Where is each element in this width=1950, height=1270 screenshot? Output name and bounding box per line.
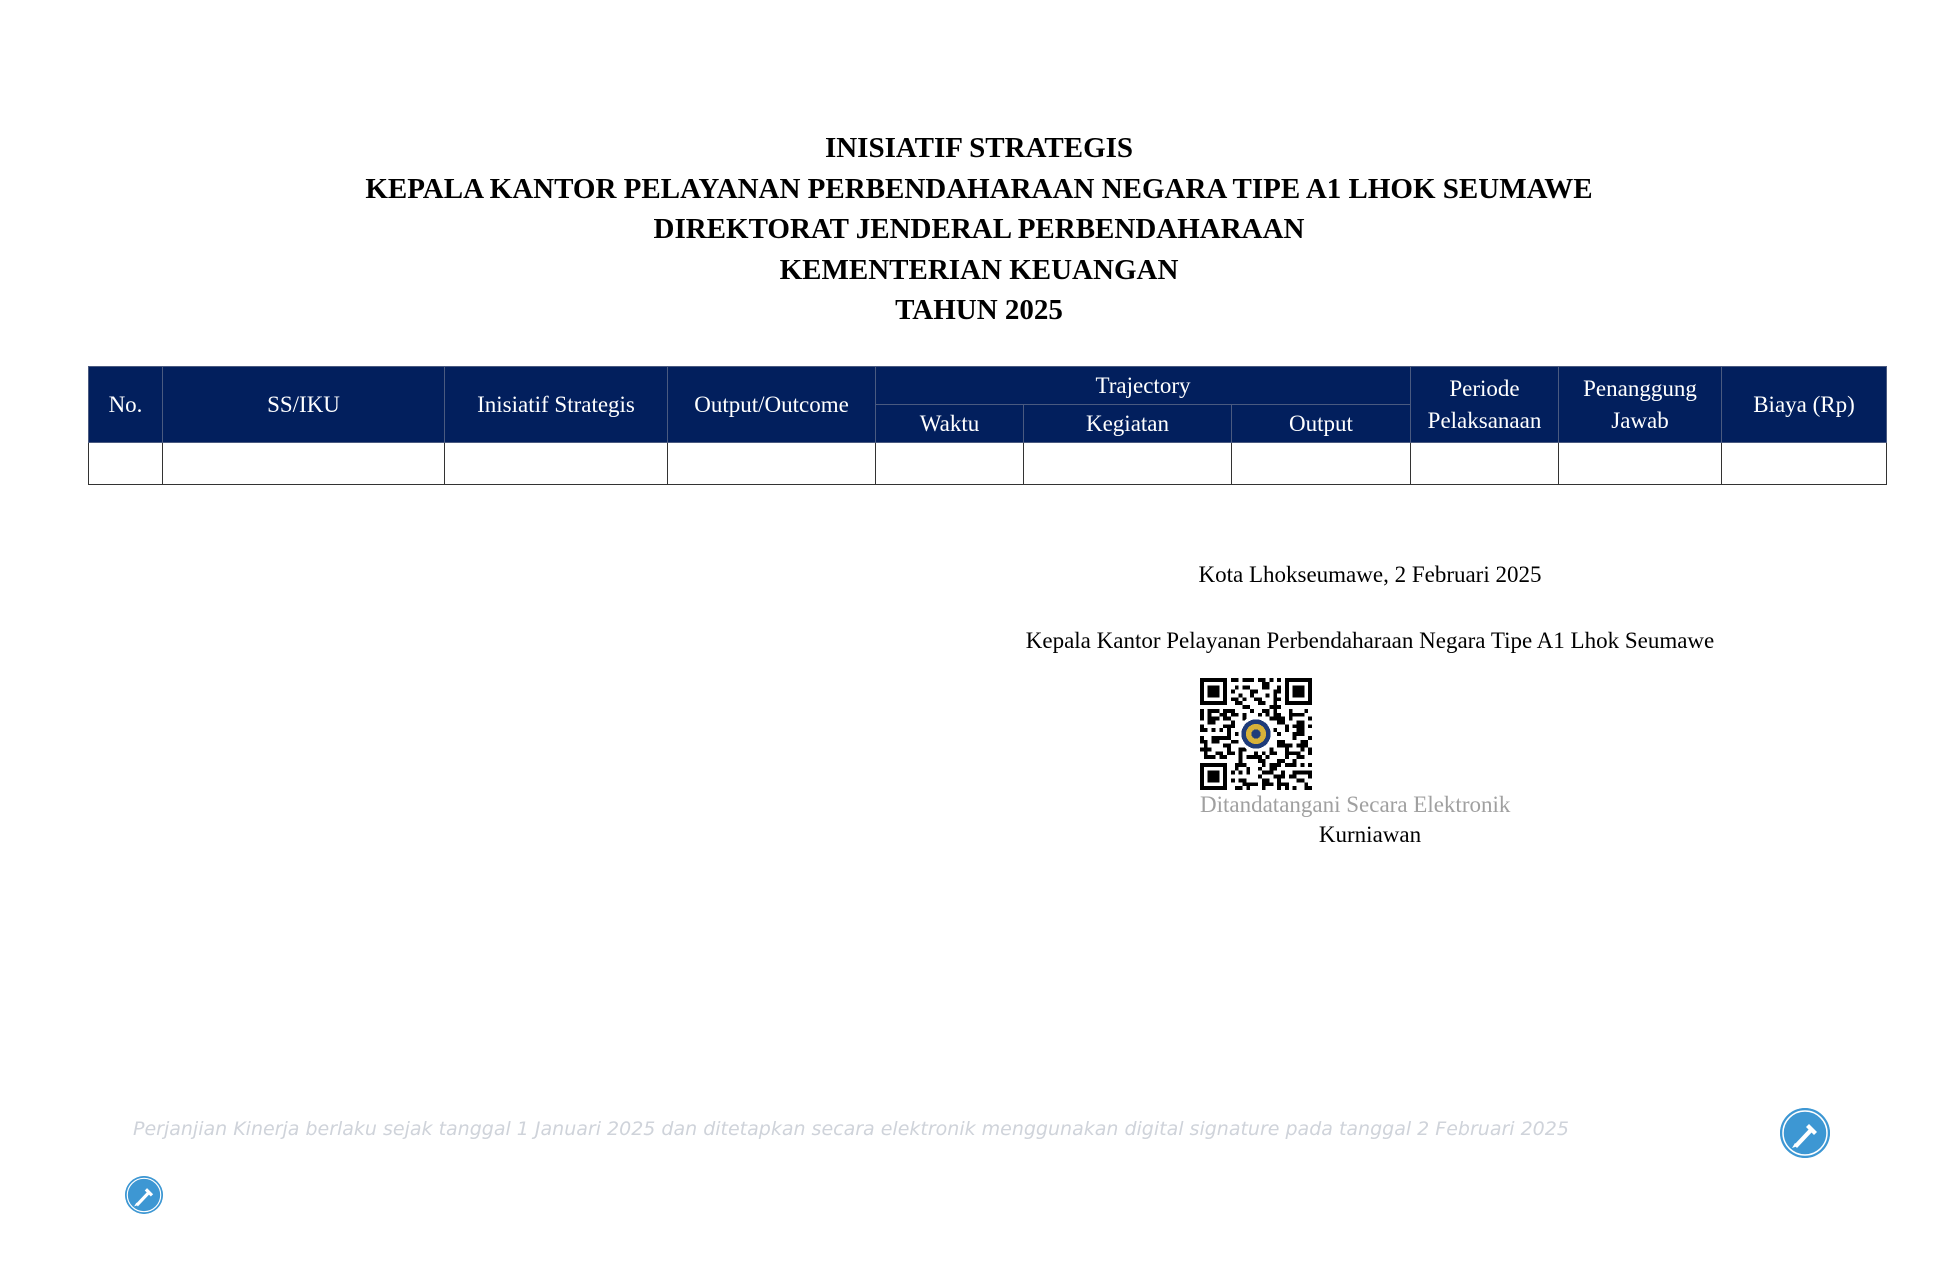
header-office: KEPALA KANTOR PELAYANAN PERBENDAHARAAN NEGARA TIPE A1 LHOK SEUMAWE (365, 172, 1593, 205)
table-cell (876, 443, 1024, 485)
col-header-kegiatan: Kegiatan (1024, 405, 1232, 443)
col-header-ss-iku: SS/IKU (163, 367, 445, 443)
table-cell (1024, 443, 1232, 485)
table-cell (163, 443, 445, 485)
table-cell (1559, 443, 1722, 485)
col-header-biaya: Biaya (Rp) (1722, 367, 1887, 443)
col-header-trajectory: Trajectory (876, 367, 1411, 405)
pen-badge-icon (1780, 1108, 1830, 1158)
header-title: INISIATIF STRATEGIS (824, 132, 1134, 164)
signature-title: Kepala Kantor Pelayanan Perbendaharaan Negara Tipe A1 Lhok Seumawe (1025, 628, 1715, 653)
table-cell (1232, 443, 1411, 485)
table-cell (445, 443, 668, 485)
table-cell (1722, 443, 1887, 485)
col-header-waktu: Waktu (876, 405, 1024, 443)
signatory-name: Kurniawan (1318, 822, 1422, 847)
col-header-output: Output (1232, 405, 1411, 443)
header-ministry: KEMENTERIAN KEUANGAN (779, 253, 1179, 286)
col-header-periode-pelaksanaan: Periode Pelaksanaan (1411, 367, 1559, 443)
signature-city-date: Kota Lhokseumawe, 2 Februari 2025 (1198, 562, 1542, 587)
footer-note: Perjanjian Kinerja berlaku sejak tanggal 1 Januari 2025 dan ditetapkan secara elektronik menggunakan digital signature pada tanggal 2 Februari 2025 (133, 1118, 1569, 1140)
table-cell (89, 443, 163, 485)
col-header-penanggung-jawab: Penanggung Jawab (1559, 367, 1722, 443)
col-header-inisiatif-strategis: Inisiatif Strategis (445, 367, 668, 443)
col-header-no: No. (89, 367, 163, 443)
col-header-output-outcome: Output/Outcome (668, 367, 876, 443)
document-header (0, 128, 1950, 331)
table-cell (668, 443, 876, 485)
pen-badge-icon (125, 1176, 163, 1214)
strategic-initiative-table (88, 366, 1887, 485)
table-row (89, 443, 1887, 485)
table-cell (1411, 443, 1559, 485)
header-directorate: DIREKTORAT JENDERAL PERBENDAHARAAN (653, 213, 1305, 245)
header-year: TAHUN 2025 (895, 294, 1063, 326)
electronic-signature-caption: Ditandatangani Secara Elektronik (1200, 792, 1511, 817)
qr-code-icon (1200, 678, 1312, 790)
